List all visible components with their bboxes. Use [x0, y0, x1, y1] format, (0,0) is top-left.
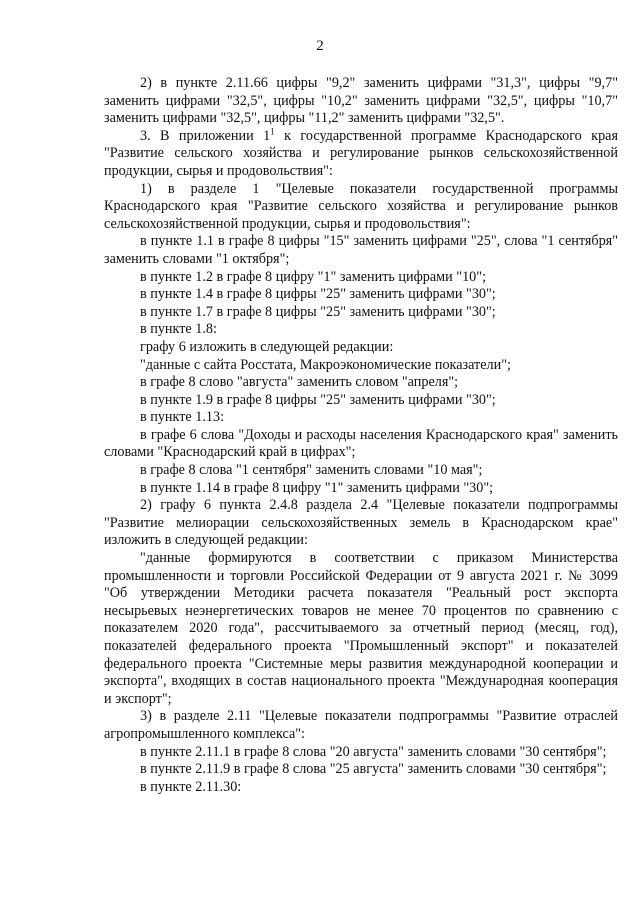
paragraph-section-2-11: 3) в разделе 2.11 "Целевые показатели подпрограммы "Развитие отраслей агропромышленного комплекса":: [104, 708, 618, 742]
paragraph-item-1-7: в пункте 1.7 в графе 8 цифры "25" заменить цифрами "30";: [140, 303, 496, 320]
paragraph-minpromtorg-quote: "данные формируются в соответствии с приказом Министерства промышленности и торговли Российской Федерации от 9 августа 2021 г. № 3099 "Об утверждении Методики расчета показателя "Реальный рост экспорта несырьевых неэнергетических товаров не менее 70 процентов по сравнению с показателем 2020 года", рассчитываемого за отчетный период (месяц, год), показателей федерального проекта "Промышленный экспорт" и показателей федерального проекта "Системные меры развития международной кооперации и экспорта", входящих в состав национального проекта "Международная кооперация и экспорт";: [104, 550, 618, 707]
paragraph-appendix-intro: [104, 128, 618, 181]
paragraph-section-1: 1) в разделе 1 "Целевые показатели государственной программы Краснодарского края "Развитие сельского хозяйства и регулирование рынков сельскохозяйственной продукции, сырья и продовольствия":: [104, 180, 618, 232]
paragraph-appendix-intro-start: 3. В приложении 1: [140, 127, 271, 144]
paragraph-item-1-13: в пункте 1.13:: [140, 409, 225, 426]
paragraph-item-1-2: в пункте 1.2 в графе 8 цифру "1" заменить цифрами "10";: [140, 268, 487, 285]
document-body: [104, 75, 618, 796]
paragraph-may-10: в графе 8 слова "1 сентября" заменить словами "10 мая";: [140, 462, 483, 479]
appendix-superscript: 1: [270, 126, 275, 137]
paragraph-column-6-edit: графу 6 изложить в следующей редакции:: [140, 338, 394, 355]
paragraph-item-1-9: в пункте 1.9 в графе 8 цифры "25" заменить цифрами "30";: [140, 391, 496, 408]
page-number: 2: [316, 38, 324, 54]
paragraph-item-2-11-9: в пункте 2.11.9 в графе 8 слова "25 августа" заменить словами "30 сентября";: [140, 761, 607, 778]
paragraph-column-6-words: в графе 6 слова "Доходы и расходы населения Краснодарского края" заменить словами "Краснодарский край в цифрах";: [104, 426, 618, 461]
paragraph-item-1-8: в пункте 1.8:: [140, 321, 217, 338]
paragraph-item-2-4-8: 2) графу 6 пункта 2.4.8 раздела 2.4 "Целевые показатели подпрограммы "Развитие мелиорации сельскохозяйственных земель в Краснодарском крае" изложить в следующей редакции:: [104, 497, 618, 549]
paragraph-item-2-11-30: в пункте 2.11.30:: [140, 778, 242, 795]
paragraph-item-1-4: в пункте 1.4 в графе 8 цифры "25" заменить цифрами "30";: [140, 286, 496, 303]
paragraph-item-1-14: в пункте 1.14 в графе 8 цифру "1" заменить цифрами "30";: [140, 479, 494, 496]
paragraph-item-2-11-1: в пункте 2.11.1 в графе 8 слова "20 августа" заменить словами "30 сентября";: [140, 743, 607, 760]
paragraph-item-1-1: в пункте 1.1 в графе 8 цифры "15" заменить цифрами "25", слова "1 сентября" заменить словами "1 октября";: [104, 233, 618, 267]
paragraph-item-2: 2) в пункте 2.11.66 цифры "9,2" заменить цифрами "31,3", цифры "9,7" заменить цифрами "32,5", цифры "10,2" заменить цифрами "32,5", цифры "10,7" заменить цифрами "32,5", цифры "11,2" заменить цифрами "32,5".: [104, 75, 618, 127]
paragraph-appendix-intro-rest: к государственной программе Краснодарского края "Развитие сельского хозяйства и регулирование рынков сельскохозяйственной продукции, сырья и продовольствия":: [104, 127, 618, 179]
paragraph-august-april: в графе 8 слово "августа" заменить словом "апреля";: [140, 374, 459, 391]
paragraph-rosstat-quote: "данные с сайта Росстата, Макроэкономические показатели";: [140, 356, 511, 373]
